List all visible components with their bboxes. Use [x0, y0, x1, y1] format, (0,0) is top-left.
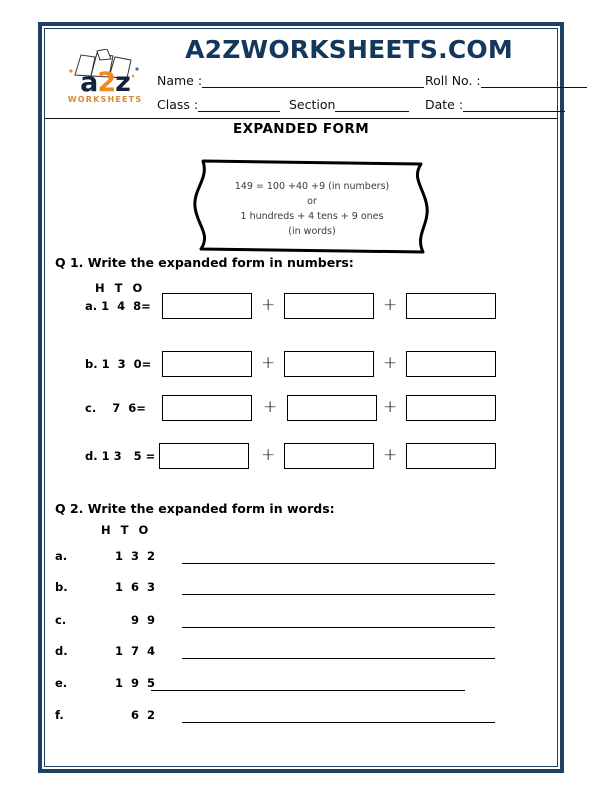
q1-row-d-box-1[interactable]: [159, 443, 249, 469]
q2-row-f-number: 6 2: [130, 708, 157, 722]
q1-row-a-plus-2: +: [383, 295, 398, 315]
q2-row-e-answer-line[interactable]: [151, 690, 465, 691]
q2-heading: Q 2. Write the expanded form in words:: [55, 501, 335, 516]
q2-row-f: [45, 704, 557, 730]
worksheet-border: [38, 22, 564, 773]
site-title: A2ZWORKSHEETS.COM: [185, 35, 513, 64]
q1-row-a: [45, 293, 557, 323]
q2-row-f-answer-line[interactable]: [182, 722, 495, 723]
q2-row-b-number: 1 6 3: [114, 580, 157, 594]
class-label: Class :: [157, 97, 199, 112]
q2-row-d-answer-line[interactable]: [182, 658, 495, 659]
class-input[interactable]: [198, 100, 280, 112]
q2-row-a-answer-line[interactable]: [182, 563, 495, 564]
q1-row-c-label: c. 7 6=: [85, 401, 146, 415]
q1-row-b-plus-2: +: [383, 353, 398, 373]
q1-heading: Q 1. Write the expanded form in numbers:: [55, 255, 354, 270]
q1-row-b: [45, 351, 557, 381]
q1-row-d-box-2[interactable]: [284, 443, 374, 469]
q2-row-b-letter: b.: [55, 580, 68, 594]
banner-line-2: or: [307, 196, 317, 207]
logo-two-glyph: 2: [97, 67, 116, 98]
q1-row-b-box-1[interactable]: [162, 351, 252, 377]
q2-row-c-letter: c.: [55, 613, 67, 627]
q2-row-a-letter: a.: [55, 549, 68, 563]
q2-row-c: [45, 609, 557, 635]
q2-row-c-answer-line[interactable]: [182, 627, 495, 628]
banner-line-4: (in words): [288, 226, 336, 237]
section-input[interactable]: [335, 100, 409, 112]
q2-row-c-number: 9 9: [130, 613, 157, 627]
date-field-group: [425, 97, 565, 112]
banner-line-3: 1 hundreds + 4 tens + 9 ones: [240, 211, 384, 222]
q2-row-a: [45, 545, 557, 571]
worksheet-inner-border: [44, 28, 558, 767]
a2z-logo: [61, 49, 149, 111]
q2-row-a-number: 1 3 2: [114, 549, 157, 563]
name-roll-row: [157, 73, 547, 93]
q2-row-e-number: 1 9 5: [114, 676, 157, 690]
page-title: EXPANDED FORM: [232, 121, 370, 137]
q2-row-b-answer-line[interactable]: [182, 594, 495, 595]
q2-row-d-number: 1 7 4: [114, 644, 157, 658]
q1-row-a-label: a. 1 4 8=: [85, 299, 151, 313]
roll-input[interactable]: [481, 76, 587, 88]
q1-row-c-box-3[interactable]: [406, 395, 496, 421]
q1-row-a-plus-1: +: [261, 295, 276, 315]
worksheet-header: [45, 29, 557, 119]
class-section-date-row: [157, 97, 547, 117]
roll-label: Roll No. :: [425, 73, 481, 88]
q1-row-d: [45, 443, 557, 473]
name-label: Name :: [157, 73, 203, 88]
q1-place-value-header: H T O: [95, 281, 146, 295]
date-input[interactable]: [463, 100, 565, 112]
name-field-group: [157, 73, 424, 88]
q2-row-f-letter: f.: [55, 708, 64, 722]
q2-row-d: [45, 640, 557, 666]
q2-place-value-header: H T O: [101, 523, 152, 537]
name-input[interactable]: [202, 76, 424, 88]
q1-row-c-box-2[interactable]: [287, 395, 377, 421]
q1-row-b-box-3[interactable]: [406, 351, 496, 377]
example-banner: [189, 157, 435, 257]
q1-row-c: [45, 395, 557, 425]
q1-row-c-plus-1: +: [263, 397, 278, 417]
q1-row-c-box-1[interactable]: [162, 395, 252, 421]
q2-row-d-letter: d.: [55, 644, 68, 658]
date-label: Date :: [425, 97, 464, 112]
q1-row-d-label: d. 1 3 5 =: [85, 449, 156, 463]
q1-row-d-plus-2: +: [383, 445, 398, 465]
q2-row-e: [45, 672, 557, 698]
q1-row-a-box-1[interactable]: [162, 293, 252, 319]
q1-row-b-plus-1: +: [261, 353, 276, 373]
q1-row-a-box-2[interactable]: [284, 293, 374, 319]
logo-wordmark: a2z: [80, 67, 130, 98]
class-field-group: [157, 97, 280, 112]
banner-text-block: [217, 179, 407, 239]
logo-subtitle: WORKSHEETS: [67, 95, 143, 104]
section-label: Section: [289, 97, 336, 112]
q1-row-c-plus-2: +: [383, 397, 398, 417]
banner-line-1: 149 = 100 +40 +9 (in numbers): [234, 181, 390, 192]
q1-row-a-box-3[interactable]: [406, 293, 496, 319]
q1-row-b-box-2[interactable]: [284, 351, 374, 377]
roll-field-group: [425, 73, 587, 88]
q2-row-b: [45, 576, 557, 602]
q2-row-e-letter: e.: [55, 676, 68, 690]
section-field-group: [289, 97, 409, 112]
q1-row-d-plus-1: +: [261, 445, 276, 465]
q1-row-b-label: b. 1 3 0=: [85, 357, 152, 371]
q1-row-d-box-3[interactable]: [406, 443, 496, 469]
